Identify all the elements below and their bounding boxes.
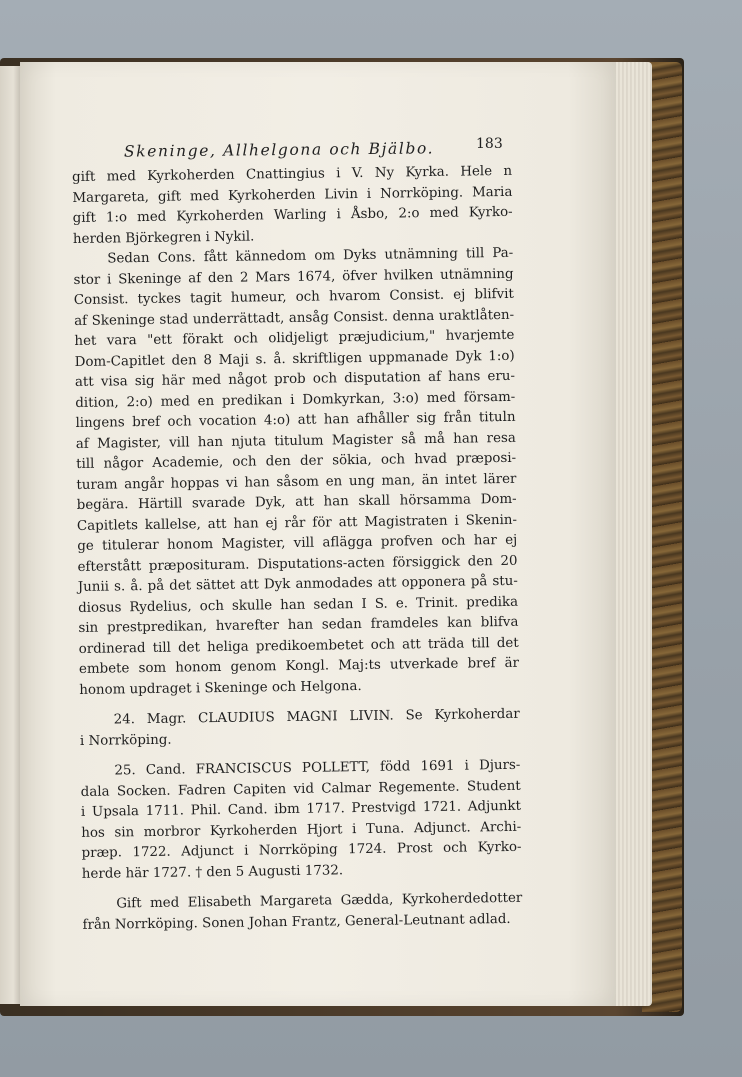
entry-heading: 25. Cand. FRANCISCUS POLLETT, född 1691 i Djurs-	[114, 757, 521, 779]
text-line: diosus Rydelius, och skulle han sedan I S. e. Trinit. predika	[78, 594, 519, 616]
text-line: dala Socken. Fadren Capiten vid Calmar Regemente. Student	[80, 778, 521, 800]
text-line: till någor Academie, och den der sökia, och hvad præposi-	[76, 450, 517, 472]
text-line: ordinerad till det heliga predikoembetet och att träda till det	[78, 635, 519, 657]
text-line: af Skeninge stad underrättadt, ansåg Consist. denna uraktlåten-	[74, 307, 515, 329]
text-line: turam angår hoppas vi han såsom en ung man, än intet lärer	[76, 471, 517, 493]
text-line: ge titulerar honom Magister, vill aflägga profven och har ej	[77, 532, 518, 554]
text-line: herde här 1727. † den 5 Augusti 1732.	[81, 862, 344, 882]
text-line: sin prestpredikan, hvarefter han sedan framdeles kan blifva	[78, 614, 519, 636]
body-text	[72, 162, 523, 936]
text-line: att visa sig här med något prob och disputation af hans eru-	[74, 368, 516, 390]
text-line: het vara "ett förakt och olidjeligt præjudicium," hvarjemte	[74, 327, 515, 349]
text-line: efterstått præposituram. Disputations-acten försiggick den 20	[77, 553, 518, 575]
page-header	[100, 133, 503, 163]
text-line: af Magister, vill han njuta titulum Magister så må han resa	[75, 430, 516, 452]
text-line: Dom-Capitlet den 8 Maji s. å. skriftligen uppmanade Dyk 1:o)	[74, 348, 515, 370]
text-line: lingens bref och vocation 4:o) att han afhåller sig från tituln	[75, 409, 516, 431]
text-line: Margareta, gift med Kyrkoherden Livin i Norrköping. Maria	[72, 184, 513, 206]
text-line: Capitlets kallelse, att han ej rår för att Magistraten i Skenin-	[76, 512, 518, 534]
text-line: herden Björkegren i Nykil.	[72, 228, 255, 247]
running-head: Skeninge, Allhelgona och Bjälbo.	[123, 139, 435, 161]
text-line: Sedan Cons. fått kännedom om Dyks utnämning till Pa-	[107, 245, 514, 267]
page-number: 183	[476, 136, 503, 152]
text-line: Junii s. å. på det sättet att Dyk anmodades att opponera på stu-	[77, 573, 518, 595]
text-line: i Upsala 1711. Phil. Cand. ibm 1717. Prestvigd 1721. Adjunkt	[80, 798, 522, 820]
text-line: begära. Härtill svarade Dyk, att han skall hörsamma Dom-	[76, 491, 517, 513]
text-line: från Norrköping. Sonen Johan Frantz, General-Leutnant adlad.	[82, 911, 511, 933]
entry-heading: 24. Magr. CLAUDIUS MAGNI LIVIN. Se Kyrkoherdar	[113, 706, 520, 728]
text-line: Gift med Elisabeth Margareta Gædda, Kyrkoherdedotter	[116, 890, 523, 912]
text-line: gift 1:o med Kyrkoherden Warling i Åsbo, 2:o med Kyrko-	[72, 204, 513, 226]
text-line: dition, 2:o) med en predikan i Domkyrkan, 3:o) med försam-	[75, 389, 516, 411]
text-line: embete som honom genom Kongl. Maj:ts utverkade bref är	[78, 655, 520, 677]
text-line: præp. 1722. Adjunct i Norrköping 1724. Prost och Kyrko-	[81, 839, 522, 861]
text-line: stor i Skeninge af den 2 Mars 1674, öfver hvilken utnämning	[73, 266, 514, 288]
text-line: Consist. tyckes tagit humeur, och hvarom Consist. ej blifvit	[73, 286, 514, 308]
text-line: gift med Kyrkoherden Cnattingius i V. Ny Kyrka. Hele n	[72, 163, 513, 185]
text-line: i Norrköping.	[79, 732, 172, 749]
left-page-edge	[0, 66, 22, 1004]
text-line: hos sin morbror Kyrkoherden Hjort i Tuna. Adjunct. Archi-	[81, 819, 522, 841]
text-line: honom updraget i Skeninge och Helgona.	[79, 678, 362, 698]
